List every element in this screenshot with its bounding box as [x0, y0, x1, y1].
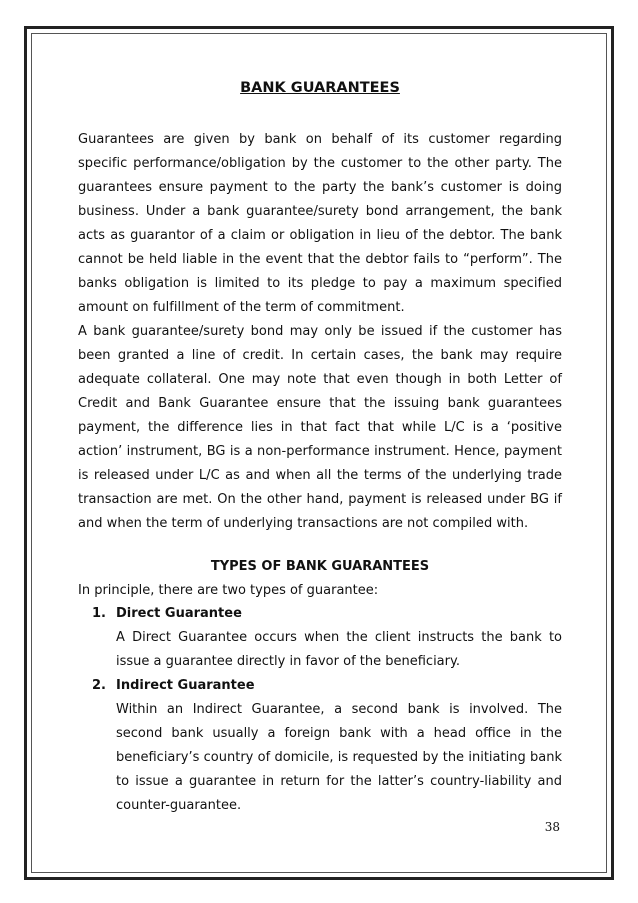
section-title: TYPES OF BANK GUARANTEES	[210, 559, 430, 574]
guarantee-type-direct	[78, 602, 562, 674]
list-number: 1.	[92, 606, 106, 621]
type-description: Within an Indirect Guarantee, a second bank is involved. The second bank usually a foreign bank with a head office in the beneficiary’s country of domicile, is requested by the initiating bank to issue a guarantee in return for the latter’s country-liability and counter-guarantee.	[116, 702, 562, 813]
guarantee-type-indirect	[78, 674, 562, 818]
page-title: BANK GUARANTEES	[240, 80, 400, 96]
type-description: A Direct Guarantee occurs when the client instructs the bank to issue a guarantee directly in favor of the beneficiary.	[116, 630, 562, 669]
paragraph-definition: Guarantees are given by bank on behalf of its customer regarding specific performance/obligation by the customer to the other party. The guarantees ensure payment to the party the bank’s customer is doing business. Under a bank guarantee/surety bond arrangement, the bank acts as guarantor of a claim or obligation in lieu of the debtor. The bank cannot be held liable in the event that the debtor fails to “perform”. The banks obligation is limited to its pledge to pay a maximum specified amount on fulfillment of the term of commitment.	[78, 132, 562, 315]
page-content	[78, 70, 562, 818]
guarantee-type-list	[78, 602, 562, 818]
paragraph-conditions: A bank guarantee/surety bond may only be issued if the customer has been granted a line of credit. In certain cases, the bank may require adequate collateral. One may note that even though in both Letter of Credit and Bank Guarantee ensure that the issuing bank guarantees payment, the difference lies in that fact that while L/C is a ‘positive action’ instrument, BG is a non-performance instrument. Hence, payment is released under L/C as and when all the terms of the underlying trade transaction are met. On the other hand, payment is released under BG if and when the term of underlying transactions are not compiled with.	[78, 324, 562, 531]
type-heading: Indirect Guarantee	[116, 678, 255, 693]
type-heading: Direct Guarantee	[116, 606, 242, 621]
page-number: 38	[544, 820, 560, 834]
list-number: 2.	[92, 678, 106, 693]
section-intro: In principle, there are two types of guarantee:	[78, 583, 379, 598]
